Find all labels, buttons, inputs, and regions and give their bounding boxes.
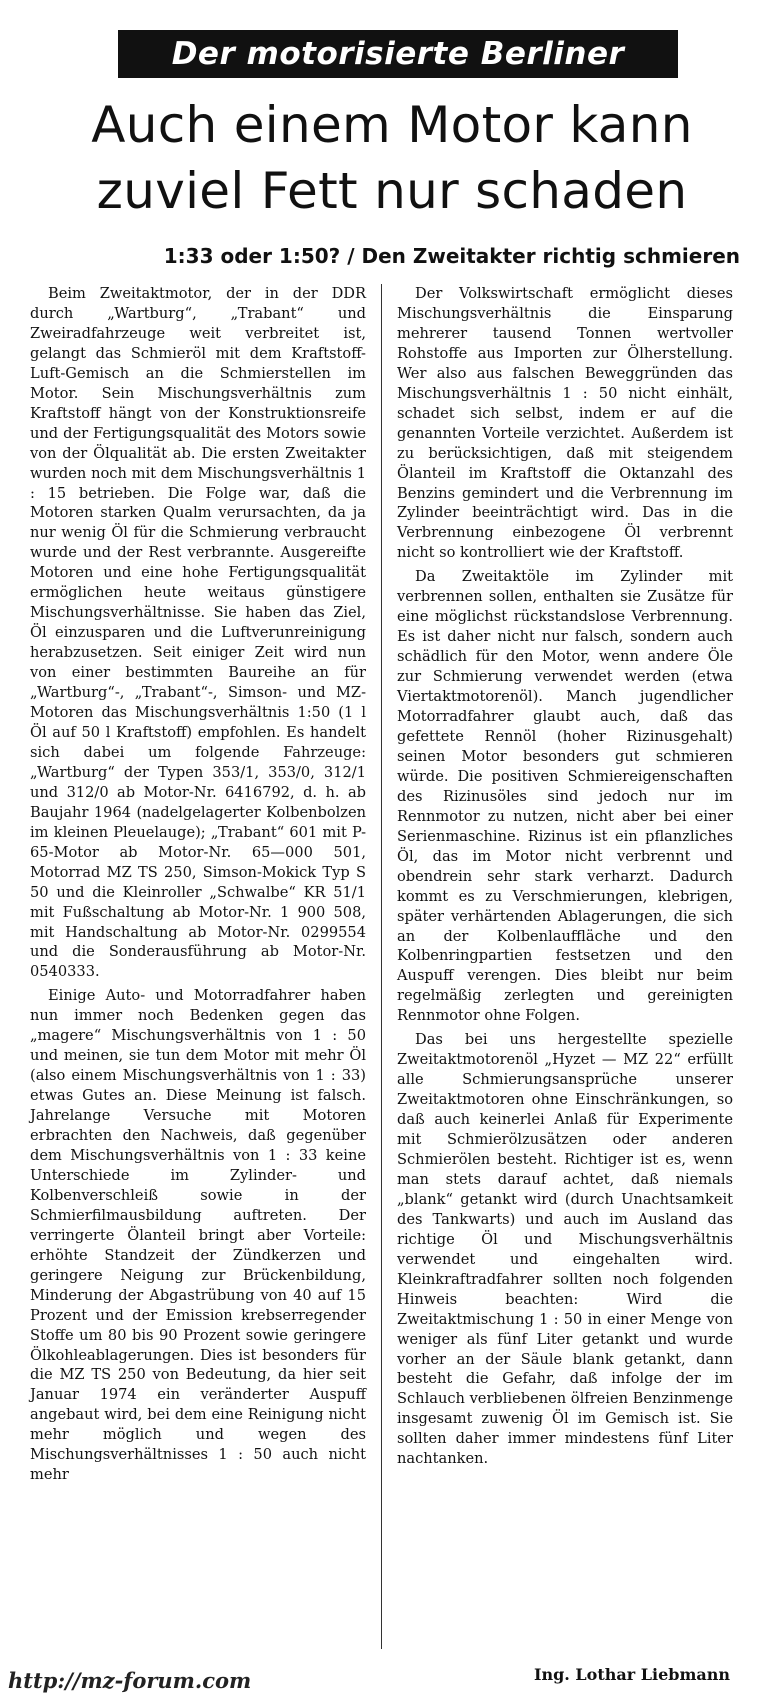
- paragraph: Beim Zweitaktmotor, der in der DDR durch „Wartburg“, „Trabant“ und Zweiradfahrzeuge weit verbreitet ist, gelangt das Schmieröl mit dem Kraftstoff-Luft-Gemisch an die Schmierstellen im Motor. Sein Mischungsverhältnis zum Kraftstoff hängt von der Konstruktionsreife und der Fertigungsqualität des Motors sowie von der Ölqualität ab. Die ersten Zweitakter wurden noch mit dem Mischungsverhältnis 1 : 15 betrieben. Die Folge war, daß die Motoren starken Qualm verursachten, da ja nur wenig Öl für die Schmierung verbraucht wurde und der Rest verbrannte. Ausgereifte Motoren und eine hohe Fertigungsqualität ermöglichen heute weitaus günstigere Mischungsverhältnisse. Sie haben das Ziel, Öl einzusparen und die Luftverunreinigung herabzusetzen. Seit einiger Zeit wird nun von einer bestimmten Baureihe an für „Wartburg“-, „Trabant“-, Simson- und MZ-Motoren das Mischungsverhältnis 1:50 (1 l Öl auf 50 l Kraftstoff) empfohlen. Es handelt sich dabei um folgende Fahrzeuge: „Wartburg“ der Typen 353/1, 353/0, 312/1 und 312/0 ab Motor-Nr. 6416792, d. h. ab Baujahr 1964 (nadelgelagerter Kolbenbolzen im kleinen Pleuelauge); „Trabant“ 601 mit P-65-Motor ab Motor-Nr. 65—000 501, Motorrad MZ TS 250, Simson-Mokick Typ S 50 und die Kleinroller „Schwalbe“ KR 51/1 mit Fußschaltung ab Motor-Nr. 1 900 508, mit Handschaltung ab Motor-Nr. 0299554 und die Sonderausführung ab Motor-Nr. 0540333.: [30, 285, 366, 981]
- column-divider: [381, 284, 382, 1649]
- author-byline: Ing. Lothar Liebmann: [533, 1665, 730, 1684]
- article-column-left: [30, 284, 366, 1485]
- paragraph: Das bei uns hergestellte spezielle Zweitaktmotorenöl „Hyzet — MZ 22“ erfüllt alle Schmierungsansprüche unserer Zweitaktmotoren ohne Einschränkungen, so daß auch keinerlei Anlaß für Experimente mit Schmierölzusätzen oder anderen Schmierölen besteht. Richtiger ist es, wenn man stets darauf achtet, daß niemals „blank“ getankt wird (durch Unachtsamkeit des Tankwarts) und auch im Ausland das richtige Öl und Mischungsverhältnis verwendet und eingehalten wird. Kleinkraftradfahrer sollten noch folgenden Hinweis beachten: Wird die Zweitaktmischung 1 : 50 in einer Menge von weniger als fünf Liter getankt und wurde vorher an der Säule blank getankt, dann besteht die Gefahr, daß infolge der im Schlauch verbliebenen ölfreien Benzinmenge insgesamt zuwenig Öl im Gemisch ist. Sie sollten daher immer mindestens fünf Liter nachtanken.: [397, 1031, 733, 1468]
- headline-line-1: Auch einem Motor kann: [91, 96, 693, 154]
- headline: [20, 92, 764, 224]
- paragraph: Einige Auto- und Motorradfahrer haben nun immer noch Bedenken gegen das „magere“ Mischungsverhältnis von 1 : 50 und meinen, sie tun dem Motor mit mehr Öl (also einem Mischungsverhältnis von 1 : 33) etwas Gutes an. Diese Meinung ist falsch. Jahrelange Versuche mit Motoren erbrachten den Nachweis, daß gegenüber dem Mischungsverhältnis von 1 : 33 keine Unterschiede im Zylinder- und Kolbenverschleiß sowie in der Schmierfilmausbildung auftreten. Der verringerte Ölanteil bringt aber Vorteile: erhöhte Standzeit der Zündkerzen und geringere Neigung zur Brückenbildung, Minderung der Abgastrübung von 40 auf 15 Prozent und der Emission krebserregender Stoffe um 80 bis 90 Prozent sowie geringere Ölkohleablagerungen. Dies ist besonders für die MZ TS 250 von Bedeutung, da hier seit Januar 1974 ein veränderter Auspuff angebaut wird, bei dem eine Reinigung nicht mehr möglich und wegen des Mischungsverhältnisses 1 : 50 auch nicht mehr: [30, 987, 366, 1484]
- section-kicker: Der motorisierte Berliner: [118, 30, 678, 78]
- subheadline: 1:33 oder 1:50? / Den Zweitakter richtig schmieren: [163, 244, 740, 268]
- article-column-right: [397, 284, 733, 1469]
- headline-line-2: zuviel Fett nur schaden: [96, 162, 688, 220]
- paragraph: Da Zweitaktöle im Zylinder mit verbrennen sollen, enthalten sie Zusätze für eine möglichst rückstandslose Verbrennung. Es ist daher nicht nur falsch, sondern auch schädlich für den Motor, wenn andere Öle zur Schmierung verwendet werden (etwa Viertaktmotorenöl). Manch jugendlicher Motorradfahrer glaubt auch, daß das gefettete Rennöl (hoher Rizinusgehalt) seinen Motor besonders gut schmieren würde. Die positiven Schmiereigenschaften des Rizinusöles sind jedoch nur im Rennmotor zu nutzen, nicht aber bei einer Serienmaschine. Rizinus ist ein pflanzliches Öl, das im Motor nicht verbrennt und obendrein sehr stark verharzt. Dadurch kommt es zu Verschmierungen, klebrigen, später verhärtenden Ablagerungen, die sich an der Kolbenlauffläche und den Kolbenringpartien festsetzen und den Auspuff verengen. Dies bleibt nur beim regelmäßig zerlegten und gereinigten Rennmotor ohne Folgen.: [397, 568, 733, 1025]
- watermark-url: http://mz-forum.com: [8, 1668, 252, 1693]
- paragraph: Der Volkswirtschaft ermöglicht dieses Mischungsverhältnis die Einsparung mehrerer tausend Tonnen wertvoller Rohstoffe aus Importen zur Ölherstellung. Wer also aus falschen Beweggründen das Mischungsverhältnis 1 : 50 nicht einhält, schadet sich selbst, indem er auf die genannten Vorteile verzichtet. Außerdem ist zu berücksichtigen, daß mit steigendem Ölanteil im Kraftstoff die Oktanzahl des Benzins gemindert und die Verbrennung im Zylinder beeinträchtigt wird. Das in die Verbrennung einbezogene Öl verbrennt nicht so kontrolliert wie der Kraftstoff.: [397, 285, 733, 562]
